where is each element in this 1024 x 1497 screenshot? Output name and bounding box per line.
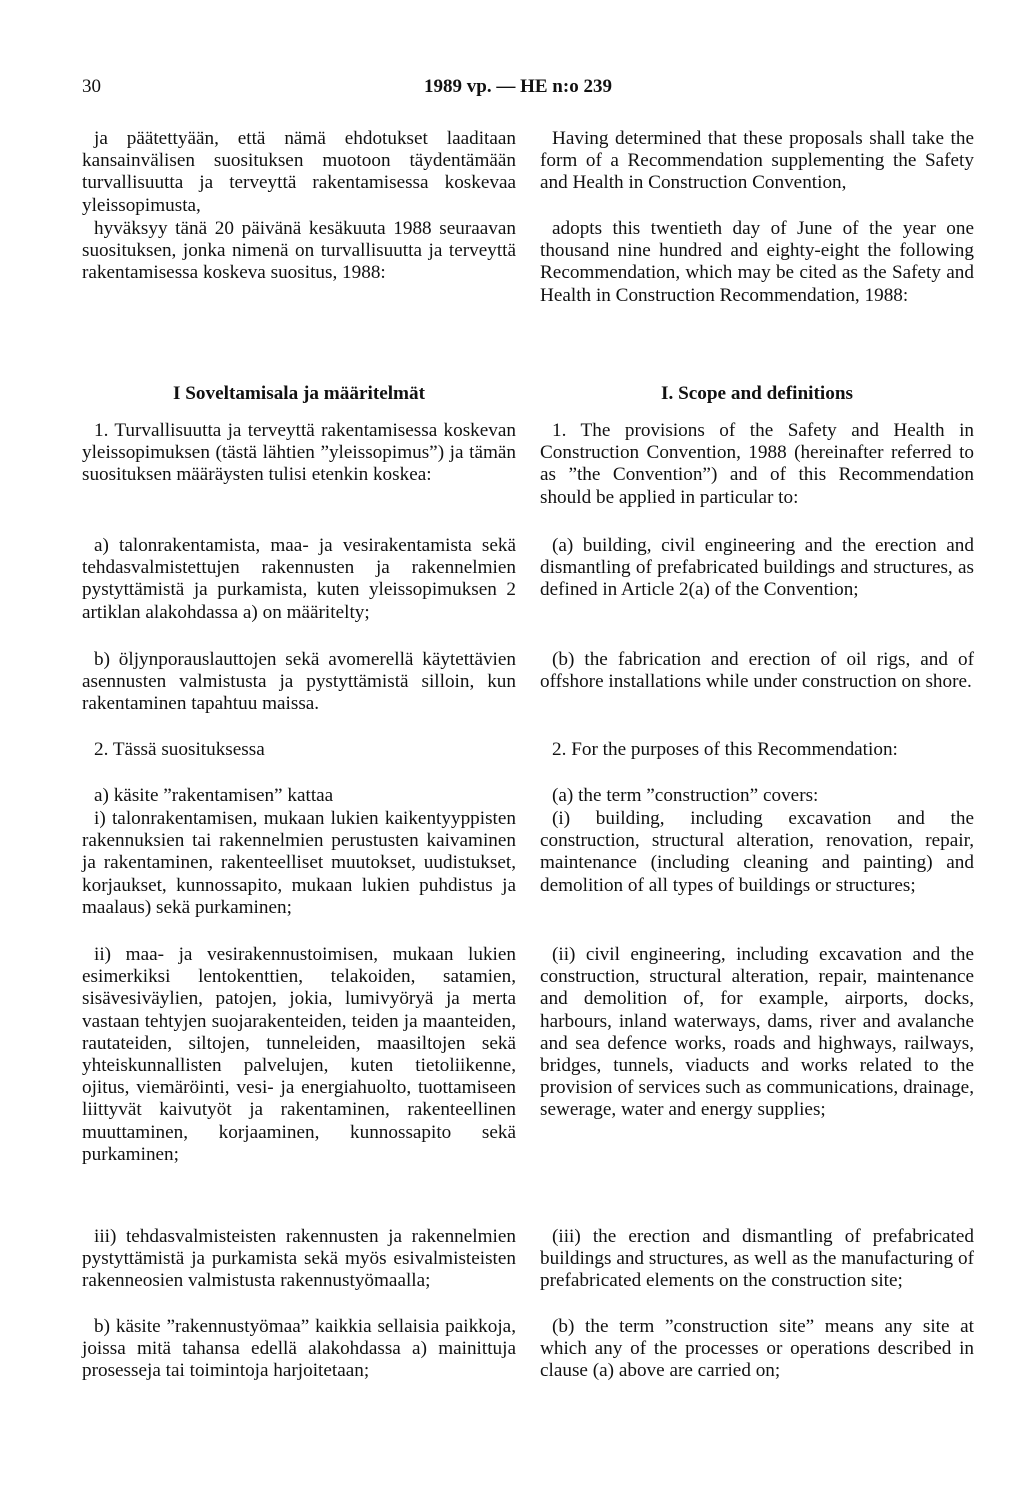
fi-para-1: 1. Turvallisuutta ja terveyttä rakentamisessa koskevan yleissopimuksen (tästä lähtien ”yleissopimus”) ja tämän suosituksen määräysten tulisi etenkin koskea: bbox=[82, 420, 516, 486]
en-para-2: 2. For the purposes of this Recommendation: bbox=[552, 739, 898, 760]
fi-para-2b: b) käsite ”rakennustyömaa” kaikkia sellaisia paikkoja, joissa mitä tahansa edellä alakohdassa a) mainittuja prosesseja tai toimintoja harjoitetaan; bbox=[82, 1316, 516, 1382]
fi-para-2: 2. Tässä suosituksessa bbox=[94, 739, 265, 760]
en-para-2a-i: (i) building, including excavation and the construction, structural alteration, renovation, repair, maintenance (including cleaning and painting) and demolition of all types of buildings or structures; bbox=[540, 808, 974, 896]
en-section-heading: I. Scope and definitions bbox=[661, 383, 853, 404]
en-para-1b: (b) the fabrication and erection of oil rigs, and of offshore installations while under construction on shore. bbox=[540, 649, 974, 693]
en-para-2a-iii: (iii) the erection and dismantling of prefabricated buildings and structures, as well as the manufacturing of prefabricated elements on the construction site; bbox=[540, 1226, 974, 1292]
fi-para-2a-ii: ii) maa- ja vesirakennustoimisen, mukaan lukien esimerkiksi lentokenttien, telakoiden, satamien, sisävesiväylien, patojen, jokia, lumivyöryä ja merta vastaan tehtyjen suojarakenteiden, teiden ja maanteiden, rautateiden, siltojen, tunneleiden, maasiltojen sekä yhteiskunnallisten palvelujen, kuten tietoliikenne, ojitus, viemäröinti, vesi- ja energiahuolto, tuottamiseen liittyvät kaivutyöt ja rakentaminen, rakenteellinen muuttaminen, korjaaminen, kunnossapito sekä purkaminen; bbox=[82, 944, 516, 1165]
en-para-1a: (a) building, civil engineering and the erection and dismantling of prefabricated buildings and structures, as defined in Article 2(a) of the Convention; bbox=[540, 535, 974, 601]
en-intro-1: Having determined that these proposals shall take the form of a Recommendation supplementing the Safety and Health in Construction Convention, bbox=[540, 128, 974, 194]
fi-para-1a: a) talonrakentamista, maa- ja vesirakentamista sekä tehdasvalmistettujen rakennusten ja rakennelmien pystyttämistä ja purkamista, kuten yleissopimuksen 2 artiklan alakohdassa a) on määritelty; bbox=[82, 535, 516, 623]
en-para-1: 1. The provisions of the Safety and Health in Construction Convention, 1988 (hereinafter referred to as ”the Convention”) and of this Recommendation should be applied in particular to: bbox=[540, 420, 974, 508]
fi-para-2a: a) käsite ”rakentamisen” kattaa bbox=[94, 785, 334, 806]
fi-para-2a-i: i) talonrakentamisen, mukaan lukien kaikentyyppisten rakennuksien tai rakennelmien perustusten kaivaminen ja rakentaminen, rakenteelliset muutokset, uudistukset, korjaukset, kunnossapito, mukaan lukien puhdistus ja maalaus) sekä purkaminen; bbox=[82, 808, 516, 918]
fi-para-1b: b) öljynporauslauttojen sekä avomerellä käytettävien asennusten valmistusta ja pystyttämistä silloin, kun rakentaminen tapahtuu maissa. bbox=[82, 649, 516, 715]
en-para-2b: (b) the term ”construction site” means any site at which any of the processes or operations described in clause (a) above are carried on; bbox=[540, 1316, 974, 1382]
en-intro-2: adopts this twentieth day of June of the year one thousand nine hundred and eighty-eight the following Recommendation, which may be cited as the Safety and Health in Construction Recommendation, 1988: bbox=[540, 218, 974, 306]
fi-section-heading: I Soveltamisala ja määritelmät bbox=[172, 383, 426, 404]
en-para-2a: (a) the term ”construction” covers: bbox=[552, 785, 819, 806]
fi-intro-2: hyväksyy tänä 20 päivänä kesäkuuta 1988 seuraavan suosituksen, jonka nimenä on turvallisuutta ja terveyttä rakentamisessa koskeva suositus, 1988: bbox=[82, 218, 516, 284]
running-title: 1989 vp. — HE n:o 239 bbox=[424, 76, 612, 97]
fi-intro-1: ja päätettyään, että nämä ehdotukset laaditaan kansainvälisen suosituksen muotoon täydentämään turvallisuutta ja terveyttä rakentamisessa koskevaa yleissopimusta, bbox=[82, 128, 516, 216]
page-header bbox=[82, 76, 954, 102]
en-para-2a-ii: (ii) civil engineering, including excavation and the construction, structural alteration, repair, maintenance and demolition of, for example, airports, docks, harbours, inland waterways, dams, river and avalanche and sea defence works, roads and highways, railways, bridges, tunnels, viaducts and works related to the provision of services such as communications, drainage, sewerage, water and energy supplies; bbox=[540, 944, 974, 1121]
page-number: 30 bbox=[82, 76, 101, 97]
fi-para-2a-iii: iii) tehdasvalmisteisten rakennusten ja rakennelmien pystyttämistä ja purkamista sekä myös esivalmisteisten rakenneosien valmistusta rakennustyömaalla; bbox=[82, 1226, 516, 1292]
